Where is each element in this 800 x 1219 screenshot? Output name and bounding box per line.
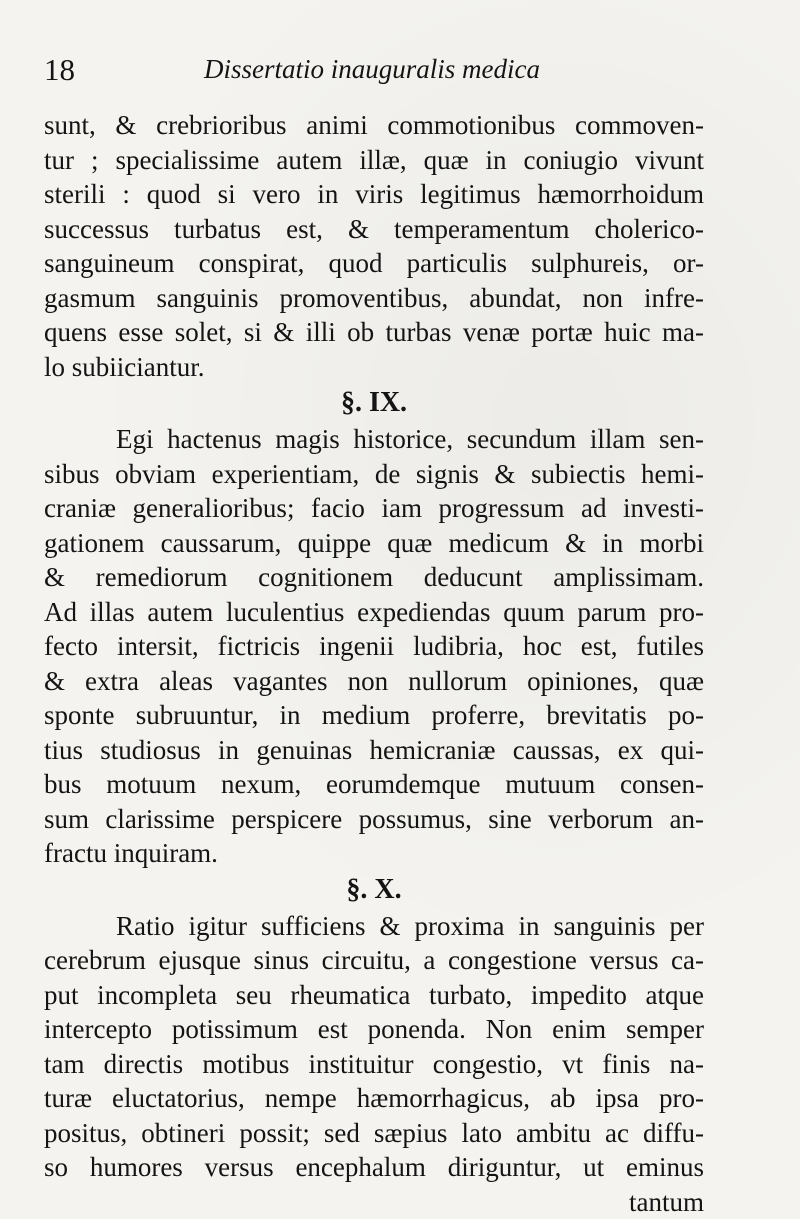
text-line: cerebrum ejusque sinus circuitu, a congestione versus ca- [44, 943, 704, 978]
page-header [44, 52, 704, 104]
text-line: sibus obviam experientiam, de signis & subiectis hemi- [44, 457, 704, 492]
text-line: fractu inquiram. [44, 836, 704, 871]
text-line: Ratio igitur sufficiens & proxima in sanguinis per [44, 909, 704, 944]
text-line: & remediorum cognitionem deducunt amplissimam. [44, 560, 704, 595]
text-line: successus turbatus est, & temperamentum cholerico- [44, 212, 704, 247]
text-line: intercepto potissimum est ponenda. Non enim semper [44, 1012, 704, 1047]
text-line: Egi hactenus magis historice, secundum illam sen- [44, 422, 704, 457]
text-line: fecto intersit, fictricis ingenii ludibria, hoc est, futiles [44, 629, 704, 664]
text-line: gationem caussarum, quippe quæ medicum & in morbi [44, 526, 704, 561]
page-number: 18 [44, 52, 75, 88]
text-line: tur ; specialissime autem illæ, quæ in coniugio vivunt [44, 143, 704, 178]
paragraph-continued [44, 108, 704, 384]
text-line: so humores versus encephalum diriguntur, ut eminus [44, 1150, 704, 1185]
text-line: tius studiosus in genuinas hemicraniæ caussas, ex qui- [44, 733, 704, 768]
text-line: gasmum sanguinis promoventibus, abundat, non infre- [44, 281, 704, 316]
section-x-body [44, 909, 704, 1185]
section-heading-x: §. X. [44, 871, 704, 909]
text-line: sponte subruuntur, in medium proferre, brevitatis po- [44, 698, 704, 733]
text-line: turæ eluctatorius, nempe hæmorrhagicus, ab ipsa pro- [44, 1081, 704, 1116]
text-line: quens esse solet, si & illi ob turbas venæ portæ huic ma- [44, 315, 704, 350]
text-line: & extra aleas vagantes non nullorum opiniones, quæ [44, 664, 704, 699]
text-line: positus, obtineri possit; sed sæpius lato ambitu ac diffu- [44, 1116, 704, 1151]
section-ix-body [44, 422, 704, 871]
text-line: sterili : quod si vero in viris legitimus hæmorrhoidum [44, 177, 704, 212]
text-line: tam directis motibus instituitur congestio, vt finis na- [44, 1047, 704, 1082]
text-line: bus motuum nexum, eorumdemque mutuum consen- [44, 767, 704, 802]
text-line: lo subiiciantur. [44, 350, 704, 385]
catchword: tantum [44, 1185, 704, 1219]
text-line: Ad illas autem luculentius expediendas quum parum pro- [44, 595, 704, 630]
text-line: sum clarissime perspicere possumus, sine verborum an- [44, 802, 704, 837]
running-title: Dissertatio inauguralis medica [204, 54, 540, 85]
text-line: sunt, & crebrioribus animi commotionibus commoven- [44, 108, 704, 143]
text-line: sanguineum conspirat, quod particulis sulphureis, or- [44, 246, 704, 281]
text-line: put incompleta seu rheumatica turbato, impedito atque [44, 978, 704, 1013]
text-line: craniæ generalioribus; facio iam progressum ad investi- [44, 491, 704, 526]
section-heading-ix: §. IX. [44, 384, 704, 422]
